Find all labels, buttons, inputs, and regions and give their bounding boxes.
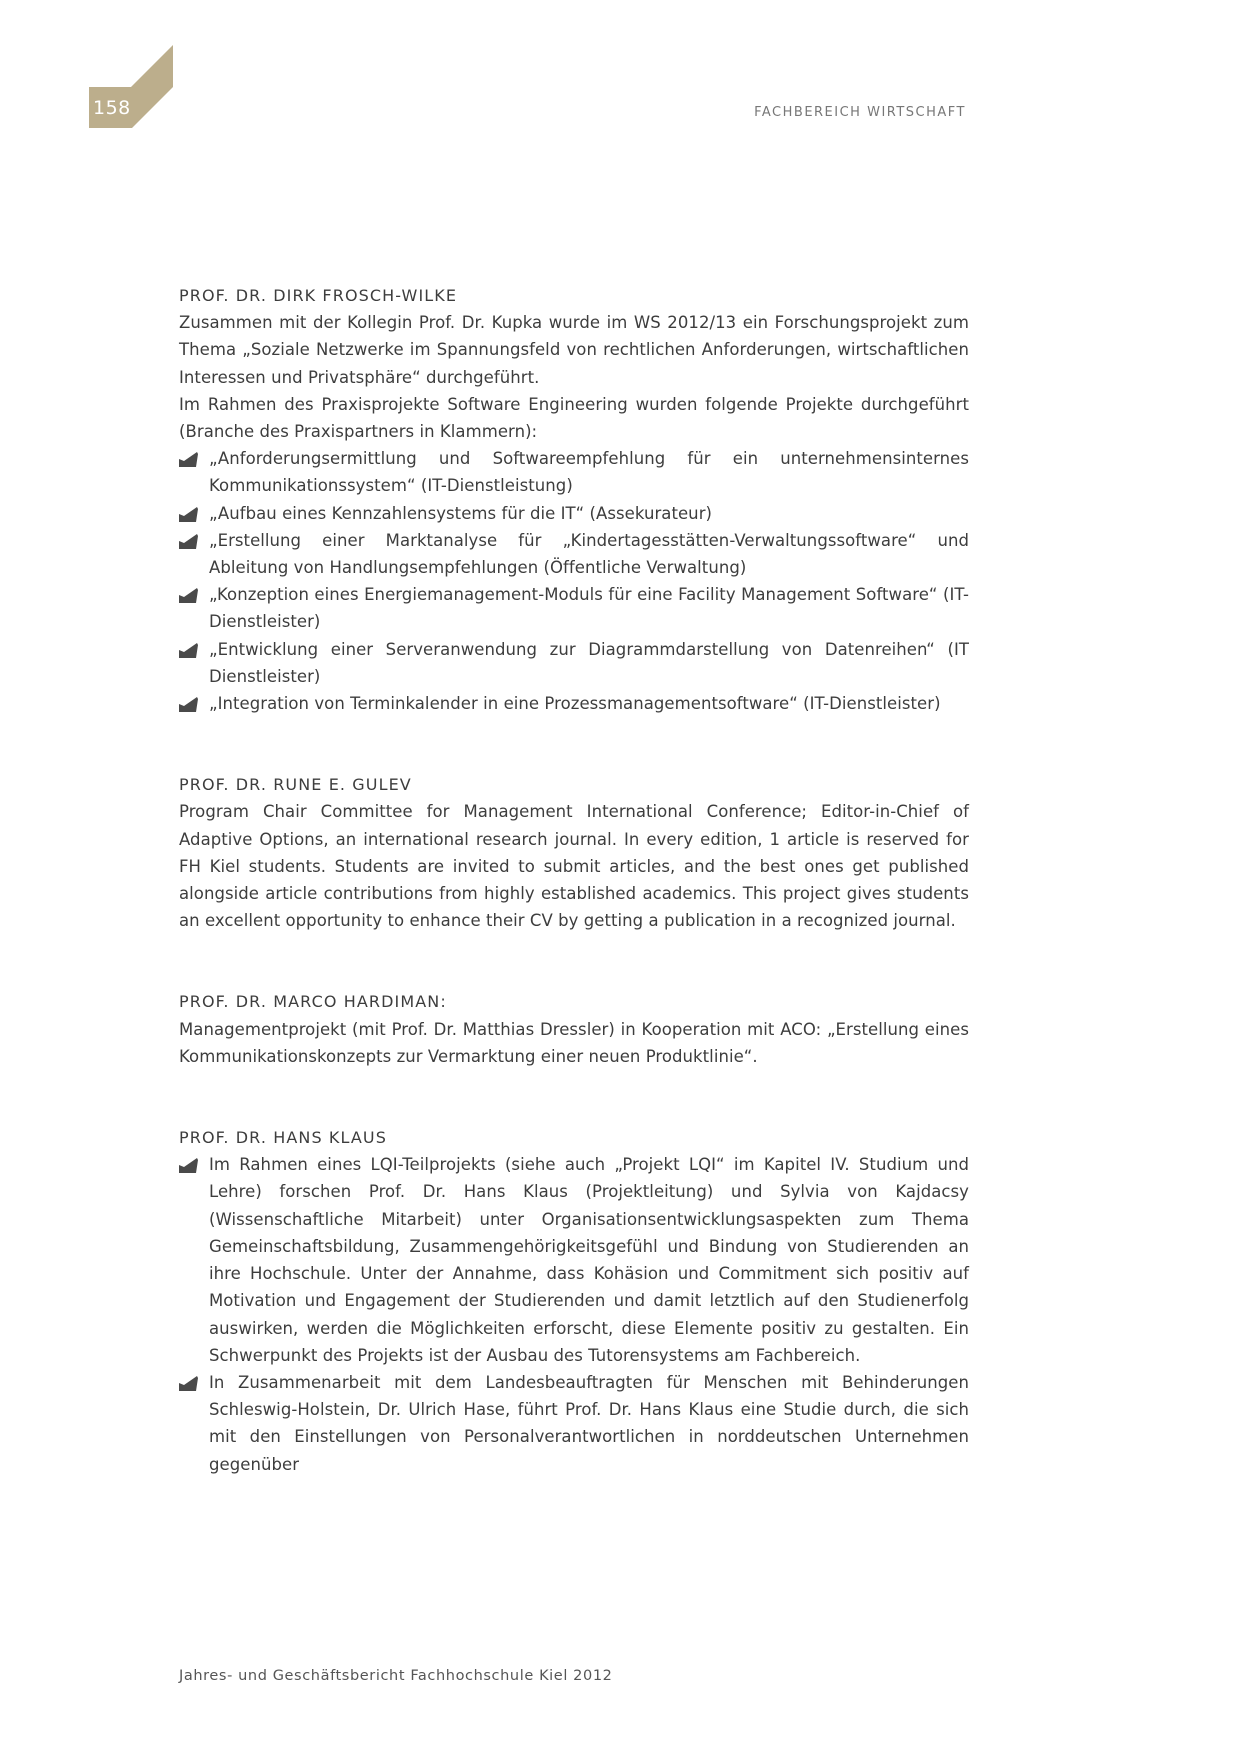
- list-item: [179, 581, 969, 635]
- section-heading: PROF. DR. RUNE E. GULEV: [179, 775, 412, 795]
- project-list: [179, 445, 969, 717]
- page-footer: Jahres- und Geschäftsbericht Fachhochschule Kiel 2012: [179, 1668, 613, 1684]
- list-item: [179, 1369, 969, 1478]
- list-item-text: „Entwicklung einer Serveranwendung zur Diagrammdarstellung von Datenreihen“ (IT Dienstleister): [209, 639, 969, 686]
- section-hardiman: [179, 988, 969, 1070]
- section-heading: PROF. DR. HANS KLAUS: [179, 1128, 387, 1148]
- page-number: 158: [93, 97, 131, 119]
- list-item-text: In Zusammenarbeit mit dem Landesbeauftragten für Menschen mit Behinderungen Schleswig-Holstein, Dr. Ulrich Hase, führt Prof. Dr. Hans Klaus eine Studie durch, die sich mit den Einstellungen von Personalverantwortlichen in norddeutschen Unternehmen gegenüber: [209, 1372, 969, 1474]
- list-item-text: „Anforderungsermittlung und Softwareempfehlung für ein unternehmensinternes Kommunikationssystem“ (IT-Dienstleistung): [209, 449, 969, 496]
- list-item-text: „Aufbau eines Kennzahlensystems für die IT“ (Assekurateur): [209, 503, 713, 523]
- section-heading: PROF. DR. MARCO HARDIMAN:: [179, 992, 447, 1012]
- list-item: [179, 690, 969, 717]
- section-gulev: [179, 771, 969, 934]
- list-item: [179, 527, 969, 581]
- list-item: [179, 636, 969, 690]
- list-item: [179, 500, 969, 527]
- checkmark-bullet-icon: [179, 642, 199, 658]
- checkmark-bullet-icon: [179, 1157, 199, 1173]
- checkmark-bullet-icon: [179, 533, 199, 549]
- list-item-text: „Konzeption eines Energiemanagement-Moduls für eine Facility Management Software“ (IT-Dienstleister): [209, 585, 969, 632]
- checkmark-bullet-icon: [179, 451, 199, 467]
- paragraph: Im Rahmen des Praxisprojekte Software Engineering wurden folgende Projekte durchgeführt (Branche des Praxispartners in Klammern):: [179, 394, 969, 442]
- section-frosch-wilke: [179, 282, 969, 717]
- checkmark-bullet-icon: [179, 506, 199, 522]
- list-item-text: „Integration von Terminkalender in eine Prozessmanagementsoftware“ (IT-Dienstleister): [209, 694, 941, 714]
- checkmark-bullet-icon: [179, 587, 199, 603]
- list-item: [179, 1151, 969, 1369]
- checkmark-bullet-icon: [179, 1375, 199, 1391]
- project-list: [179, 1151, 969, 1477]
- list-item-text: Im Rahmen eines LQI-Teilprojekts (siehe auch „Projekt LQI“ im Kapitel IV. Studium und Lehre) forschen Prof. Dr. Hans Klaus (Projektleitung) und Sylvia von Kajdacsy (Wissenschaftliche Mitarbeit) unter Organisationsentwicklungsaspekten zum Thema Gemeinschaftsbildung, Zusammengehörigkeitsgefühl und Bindung von Studierenden an ihre Hochschule. Unter der Annahme, dass Kohäsion und Commitment sich positiv auf Motivation und Engagement der Studierenden und damit letztlich auf den Studienerfolg auswirken, werden die Möglichkeiten erforscht, diese Elemente positiv zu gestalten. Ein Schwerpunkt des Projekts ist der Ausbau des Tutorensystems am Fachbereich.: [209, 1155, 969, 1365]
- checkmark-bullet-icon: [179, 696, 199, 712]
- list-item: [179, 445, 969, 499]
- main-content: [179, 282, 969, 1478]
- running-head: FACHBEREICH WIRTSCHAFT: [754, 105, 966, 120]
- paragraph: Zusammen mit der Kollegin Prof. Dr. Kupka wurde im WS 2012/13 ein Forschungsprojekt zum Thema „Soziale Netzwerke im Spannungsfeld von rechtlichen Anforderungen, wirtschaftlichen Interessen und Privatsphäre“ durchgeführt.: [179, 313, 969, 387]
- section-heading: PROF. DR. DIRK FROSCH-WILKE: [179, 286, 458, 305]
- section-klaus: [179, 1124, 969, 1478]
- paragraph: Program Chair Committee for Management International Conference; Editor-in-Chief of Adaptive Options, an international research journal. In every edition, 1 article is reserved for FH Kiel students. Students are invited to submit articles, and the best ones get published alongside article contributions from highly established academics. This project gives students an excellent opportunity to enhance their CV by getting a publication in a recognized journal.: [179, 802, 969, 931]
- list-item-text: „Erstellung einer Marktanalyse für „Kindertagesstätten-Verwaltungssoftware“ und Ableitung von Handlungsempfehlungen (Öffentliche Verwaltung): [209, 530, 969, 578]
- paragraph: Managementprojekt (mit Prof. Dr. Matthias Dressler) in Kooperation mit ACO: „Erstellung eines Kommunikationskonzepts zur Vermarktung einer neuen Produktlinie“.: [179, 1019, 969, 1066]
